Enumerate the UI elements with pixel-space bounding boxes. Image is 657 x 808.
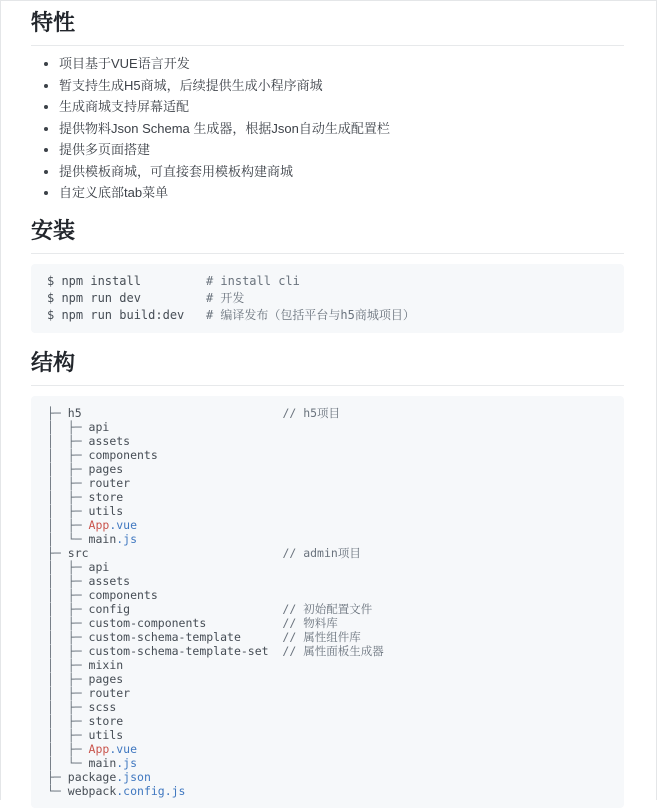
tree-line [47, 756, 608, 770]
tree-line [47, 532, 608, 546]
shell-command: $ npm run dev [47, 291, 206, 305]
tree-branch-glyph: ├─ [47, 546, 68, 560]
tree-dir-name: api [88, 560, 110, 574]
tree-dir-name: utils [88, 504, 124, 518]
tree-line [47, 560, 608, 574]
tree-dir-name: api [88, 420, 110, 434]
tree-comment-padding [82, 406, 283, 420]
tree-line [47, 462, 608, 476]
tree-branch-glyph: │ ├─ [47, 588, 89, 602]
tree-line [47, 630, 608, 644]
tree-dir-name: assets [88, 434, 131, 448]
tree-line [47, 476, 608, 490]
tree-file-name: webpack [67, 784, 117, 798]
install-code-line [47, 307, 608, 324]
features-heading: 特性 [31, 9, 624, 46]
tree-dir-name: mixin [88, 658, 124, 672]
tree-comment-padding [269, 644, 283, 658]
tree-file-name: App [88, 742, 110, 756]
install-code-line [47, 273, 608, 290]
shell-command: $ npm run build:dev [47, 308, 206, 322]
section-features [31, 9, 624, 201]
tree-branch-glyph: │ ├─ [47, 700, 89, 714]
tree-dir-name: custom-schema-template-set [88, 644, 269, 658]
tree-branch-glyph: │ ├─ [47, 742, 89, 756]
tree-line [47, 770, 608, 784]
features-list [31, 56, 624, 201]
structure-heading: 结构 [31, 349, 624, 386]
install-code-line [47, 290, 608, 307]
tree-dir-name: components [88, 448, 158, 462]
tree-branch-glyph: │ ├─ [47, 728, 89, 742]
shell-command: $ npm install [47, 274, 206, 288]
shell-comment: # 编译发布（包括平台与h5商城项目） [205, 308, 415, 322]
tree-dir-name: router [88, 686, 131, 700]
feature-item: • 暂支持生成H5商城，后续提供生成小程序商城 [59, 78, 624, 94]
tree-dir-name: config [88, 602, 131, 616]
tree-branch-glyph: ├─ [47, 770, 68, 784]
tree-comment-padding [241, 630, 283, 644]
tree-file-extension: .config.js [116, 784, 186, 798]
tree-branch-glyph: │ ├─ [47, 574, 89, 588]
tree-file-name: package [67, 770, 117, 784]
tree-branch-glyph: │ └─ [47, 532, 89, 546]
tree-comment: // admin项目 [282, 546, 361, 560]
tree-comment: // 物料库 [282, 616, 338, 630]
install-code-block [31, 264, 624, 333]
tree-file-extension: .js [116, 756, 138, 770]
tree-line [47, 518, 608, 532]
tree-line [47, 448, 608, 462]
structure-code-block [31, 396, 624, 808]
tree-dir-name: pages [88, 462, 124, 476]
tree-comment: // 属性面板生成器 [282, 644, 384, 658]
tree-branch-glyph: └─ [47, 784, 68, 798]
feature-item: • 提供多页面搭建 [59, 142, 624, 158]
tree-branch-glyph: │ └─ [47, 756, 89, 770]
tree-dir-name: h5 [67, 406, 82, 420]
tree-dir-name: custom-schema-template [88, 630, 241, 644]
tree-dir-name: src [67, 546, 89, 560]
tree-line [47, 602, 608, 616]
tree-dir-name: pages [88, 672, 124, 686]
tree-line [47, 616, 608, 630]
tree-file-name: main [88, 532, 117, 546]
tree-comment-padding [130, 602, 282, 616]
tree-comment-padding [89, 546, 283, 560]
tree-branch-glyph: │ ├─ [47, 560, 89, 574]
tree-branch-glyph: │ ├─ [47, 420, 89, 434]
tree-dir-name: assets [88, 574, 131, 588]
tree-branch-glyph: │ ├─ [47, 686, 89, 700]
readme-content [1, 1, 656, 808]
tree-file-extension: .js [116, 532, 138, 546]
install-heading: 安装 [31, 217, 624, 254]
tree-dir-name: components [88, 588, 158, 602]
tree-branch-glyph: │ ├─ [47, 602, 89, 616]
feature-item: • 提供物料Json Schema 生成器，根据Json自动生成配置栏 [59, 121, 624, 137]
tree-line [47, 574, 608, 588]
tree-line [47, 434, 608, 448]
section-structure [31, 349, 624, 808]
tree-line [47, 490, 608, 504]
tree-file-extension: .vue [109, 742, 138, 756]
tree-file-extension: .json [116, 770, 151, 784]
tree-line [47, 728, 608, 742]
tree-line [47, 784, 608, 798]
tree-branch-glyph: │ ├─ [47, 630, 89, 644]
tree-branch-glyph: │ ├─ [47, 434, 89, 448]
feature-item: • 生成商城支持屏幕适配 [59, 99, 624, 115]
tree-line [47, 546, 608, 560]
tree-branch-glyph: │ ├─ [47, 504, 89, 518]
feature-item: • 自定义底部tab菜单 [59, 185, 624, 201]
tree-comment: // h5项目 [282, 406, 341, 420]
tree-branch-glyph: │ ├─ [47, 476, 89, 490]
tree-line [47, 742, 608, 756]
tree-comment: // 属性组件库 [282, 630, 361, 644]
tree-comment: // 初始配置文件 [282, 602, 373, 616]
tree-branch-glyph: │ ├─ [47, 658, 89, 672]
tree-line [47, 406, 608, 420]
feature-item: • 项目基于VUE语言开发 [59, 56, 624, 72]
tree-line [47, 588, 608, 602]
tree-dir-name: router [88, 476, 131, 490]
shell-comment: # 开发 [205, 291, 245, 305]
tree-branch-glyph: │ ├─ [47, 462, 89, 476]
tree-dir-name: store [88, 714, 124, 728]
tree-line [47, 504, 608, 518]
tree-branch-glyph: │ ├─ [47, 518, 89, 532]
tree-branch-glyph: │ ├─ [47, 714, 89, 728]
tree-dir-name: store [88, 490, 124, 504]
tree-branch-glyph: │ ├─ [47, 616, 89, 630]
tree-line [47, 658, 608, 672]
tree-line [47, 714, 608, 728]
tree-line [47, 686, 608, 700]
tree-line [47, 700, 608, 714]
tree-branch-glyph: │ ├─ [47, 490, 89, 504]
tree-branch-glyph: │ ├─ [47, 448, 89, 462]
tree-line [47, 644, 608, 658]
tree-dir-name: utils [88, 728, 124, 742]
shell-comment: # install cli [205, 274, 300, 288]
tree-dir-name: scss [88, 700, 117, 714]
feature-item: • 提供模板商城，可直接套用模板构建商城 [59, 164, 624, 180]
tree-line [47, 420, 608, 434]
tree-branch-glyph: │ ├─ [47, 672, 89, 686]
tree-line [47, 672, 608, 686]
tree-file-name: App [88, 518, 110, 532]
tree-branch-glyph: │ ├─ [47, 644, 89, 658]
tree-branch-glyph: ├─ [47, 406, 68, 420]
tree-file-name: main [88, 756, 117, 770]
section-install [31, 217, 624, 333]
tree-dir-name: custom-components [88, 616, 207, 630]
tree-file-extension: .vue [109, 518, 138, 532]
tree-comment-padding [206, 616, 282, 630]
